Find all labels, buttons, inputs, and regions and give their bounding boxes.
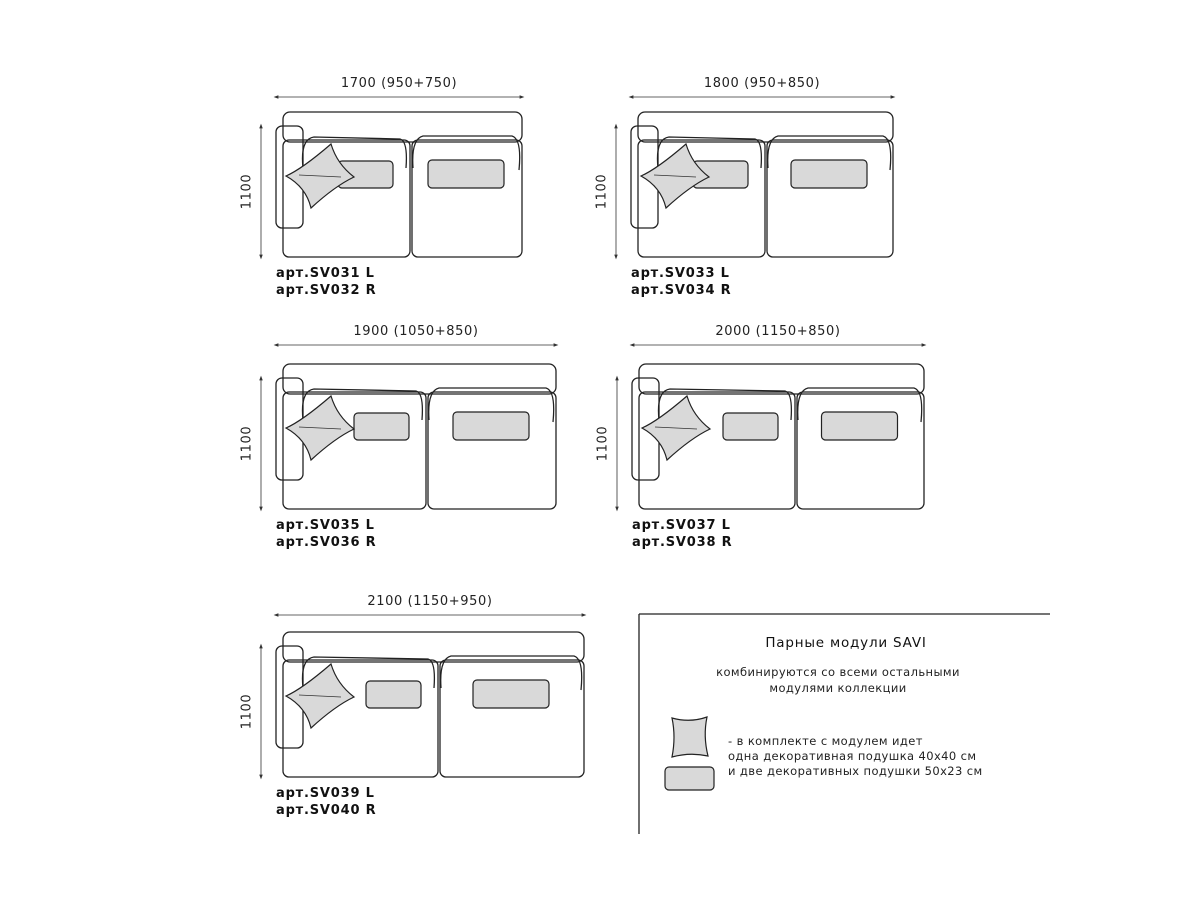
rect-throw-cushion-left [354,413,409,440]
left-seat [283,660,438,777]
rect-throw-cushion-right [822,412,898,440]
info-box [639,614,1050,834]
article-code-left: арт.SV037 L [632,518,731,533]
sofa-module [240,76,523,298]
square-cushion-icon [672,717,708,757]
rect-throw-cushion-left [366,681,421,708]
right-seat [767,140,893,257]
width-dimension-label: 1800 (950+850) [703,76,821,91]
right-seat [412,140,522,257]
depth-dimension-label: 1100 [239,693,255,730]
width-dimension-label: 1900 (1050+850) [353,324,479,339]
right-seat [428,392,556,509]
sofa-drawings [240,76,925,818]
width-dimension-label: 2000 (1150+850) [715,324,841,339]
rect-throw-cushion-right [791,160,867,188]
sofa-module [596,324,925,550]
article-code-right: арт.SV032 R [276,283,377,298]
right-seat [797,392,924,509]
sofa-module [595,76,894,298]
info-note-line3: и две декоративных подушки 50х23 см [728,764,983,778]
left-seat [639,392,795,509]
info-title: Парные модули SAVI [765,635,927,651]
depth-dimension-label: 1100 [239,173,255,210]
info-subtitle-line1: комбинируются со всеми остальными [716,665,960,679]
article-code-right: арт.SV036 R [276,535,377,550]
depth-dimension-label: 1100 [594,173,610,210]
sofa-module [240,594,585,818]
depth-dimension-label: 1100 [239,425,255,462]
rect-cushion-icon [665,767,714,790]
info-note-line1: - в комплекте с модулем идет [728,734,923,748]
article-code-left: арт.SV031 L [276,266,375,281]
rect-throw-cushion-right [428,160,504,188]
sofa-module [240,324,557,550]
rect-throw-cushion-right [473,680,549,708]
article-code-left: арт.SV039 L [276,786,375,801]
article-code-left: арт.SV033 L [631,266,730,281]
article-code-right: арт.SV038 R [632,535,733,550]
rect-throw-cushion-right [453,412,529,440]
left-seat [283,392,426,509]
depth-dimension-label: 1100 [595,425,611,462]
info-note-line2: одна декоративная подушка 40х40 см [728,749,977,763]
width-dimension-label: 2100 (1150+950) [367,594,493,609]
width-dimension-label: 1700 (950+750) [340,76,458,91]
info-subtitle-line2: модулями коллекции [769,681,907,695]
article-code-right: арт.SV034 R [631,283,732,298]
right-seat [440,660,584,777]
article-code-right: арт.SV040 R [276,803,377,818]
rect-throw-cushion-left [723,413,778,440]
article-code-left: арт.SV035 L [276,518,375,533]
